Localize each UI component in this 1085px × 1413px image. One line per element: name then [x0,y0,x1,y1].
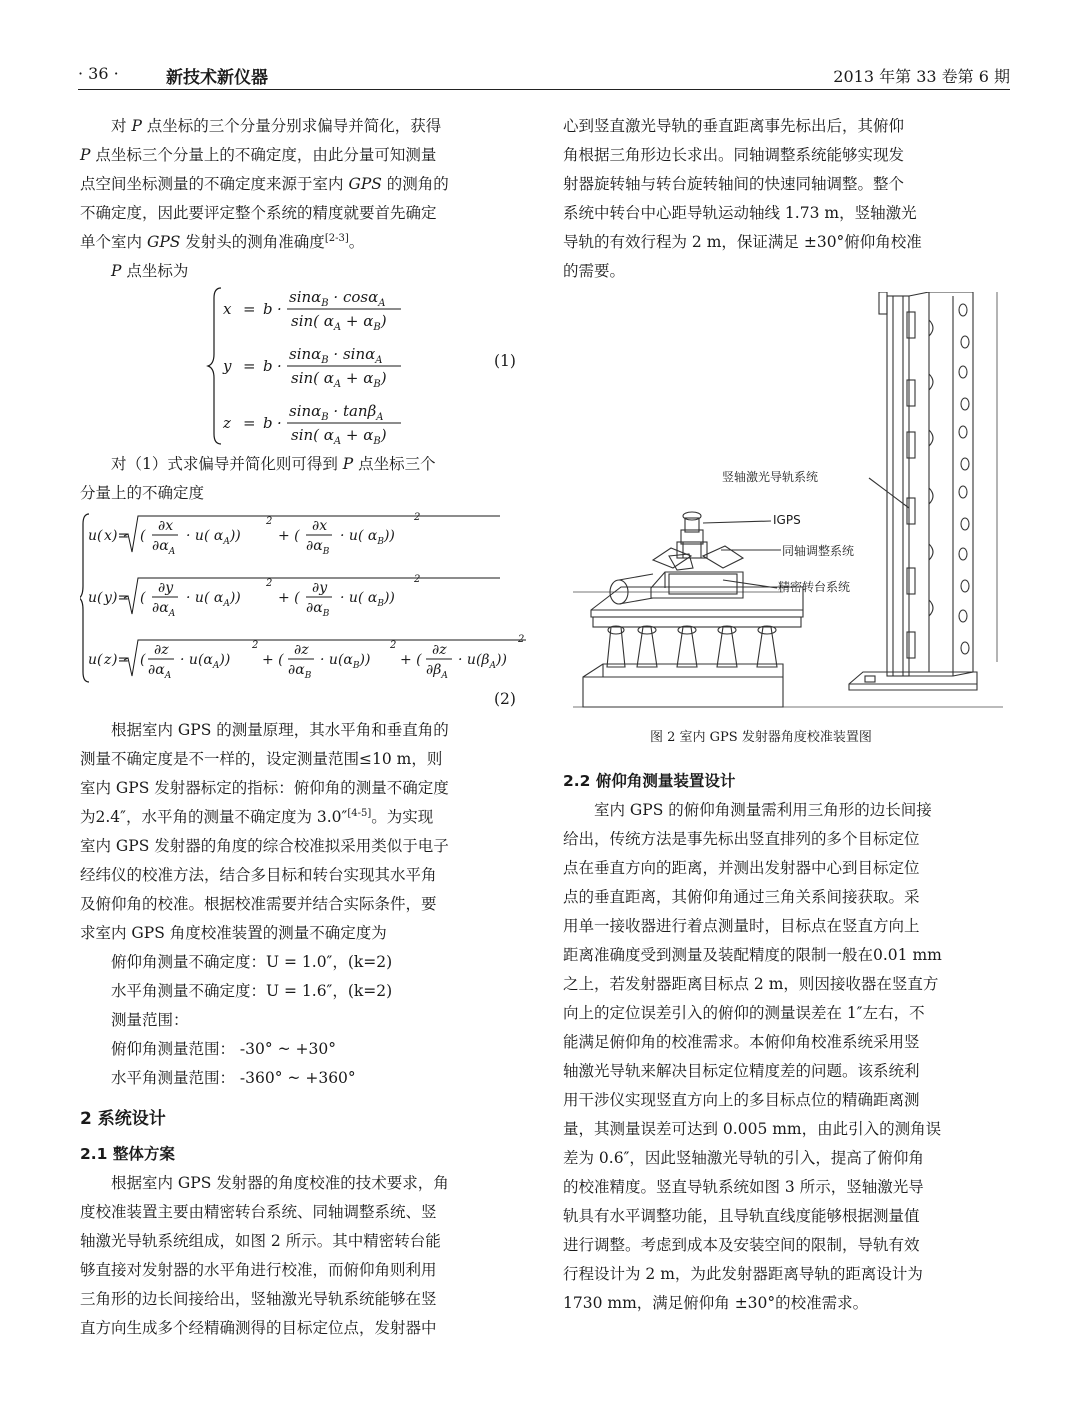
paragraph-line: 根据室内 GPS 的测量原理，其水平角和垂直角的 [111,721,449,739]
left-column-top [80,112,526,286]
paragraph-line: 轨具有水平调整功能，且导轨直线度能够根据测量值 [563,1207,920,1225]
paragraph-line: 距离准确度受到测量及装配精度的限制一般在0.01 mm [563,946,942,964]
paragraph-line: 单个室内 GPS 发射头的测角准确度[2-3]。 [80,232,365,251]
svg-text:)=: )= [112,528,130,544]
svg-text:·: · [277,414,282,432]
paragraph-line: P 点坐标三个分量上的不确定度，由此分量可知测量 [80,146,437,164]
paragraph-line: 射器旋转轴与转台旋转轴间的快速同轴调整。整个 [563,175,905,193]
journal-title: 新技术新仪器 [166,68,268,88]
paragraph-line: 室内 GPS 发射器的角度的综合校准拟采用类似于电子 [80,837,449,855]
svg-text:∂αA: $\partial\alpha_A$ [148,662,172,681]
svg-text:)=: )= [112,652,130,668]
equation-1 [205,282,425,450]
svg-text:∂βA: $\partial\beta_A$ [426,662,448,681]
svg-text:sin( αA + αB): sin( $\alpha_A + \alpha_B$) [291,312,387,333]
figure-label-turntable-system: 精密转台系统 [778,580,851,594]
svg-text:∂x: ∂x [312,518,328,534]
spec-line: 水平角测量范围： -360° ~ +360° [111,1069,356,1087]
svg-text:· u(βA)): · $u(\beta_A)$) [458,652,507,671]
svg-text:b: b [263,357,273,375]
svg-text:(: ( [140,528,146,544]
paragraph-line: 的需要。 [563,262,626,280]
paragraph-line: 测量不确定度是不一样的，设定测量范围≤10 m，则 [80,750,443,768]
figure-caption: 图 2 室内 GPS 发射器角度校准装置图 [650,730,872,745]
svg-text:∂αA: $\partial\alpha_A$ [152,600,176,619]
spec-line: 俯仰角测量不确定度：U = 1.0″，(k=2) [111,953,393,971]
svg-text:=: = [243,357,256,375]
equation-1-number: (1) [494,352,516,370]
svg-text:∂αA: $\partial\alpha_A$ [152,538,176,557]
figure-2-drawing [573,292,1005,712]
svg-text:sin( αA + αB): sin( $\alpha_A + \alpha_B$) [291,369,387,390]
spec-line: 俯仰角测量范围： -30° ~ +30° [111,1040,336,1058]
svg-text:∂αB: $\partial\alpha_B$ [306,538,330,557]
svg-text:(: ( [97,528,103,544]
svg-text:2: 2 [266,578,273,589]
section-heading: 2 系统设计 [80,1109,166,1129]
paragraph-line: 对（1）式求偏导并简化则可得到 P 点坐标三个 [111,455,436,473]
paragraph-line: 度校准装置主要由精密转台系统、同轴调整系统、竖 [80,1203,437,1221]
svg-text:+ (: + ( [400,652,422,668]
subsection-heading: 2.1 整体方案 [80,1145,175,1163]
svg-text:u: u [88,590,98,606]
paragraph-line: 系统中转台中心距导轨运动轴线 1.73 m，竖轴激光 [563,204,917,222]
svg-text:∂αB: $\partial\alpha_B$ [306,600,330,619]
paragraph-line: P 点坐标为 [111,262,189,280]
paragraph-line: 三角形的边长间接给出，竖轴激光导轨系统能够在竖 [80,1290,437,1308]
svg-text:2: 2 [266,516,273,527]
svg-text:(: ( [140,652,146,668]
header-rule [78,89,1010,90]
paragraph-line: 经纬仪的校准方法，结合多目标和转台实现其水平角 [80,866,437,884]
svg-text:2: 2 [414,512,421,523]
paragraph-line: 用单一接收器进行着点测量时，目标点在竖直方向上 [563,917,920,935]
svg-text:· u( αB)): · u( $\alpha_B$)) [340,528,395,547]
svg-text:∂z: ∂z [154,642,169,658]
svg-text:+ (: + ( [262,652,284,668]
paragraph-line: 差为 0.6″，因此竖轴激光导轨的引入，提高了俯仰角 [563,1149,924,1167]
svg-text:(: ( [97,652,103,668]
svg-text:sinαB · tanβA: sinα$_B$ · tanβ$_A$ [289,402,384,423]
paragraph-line: 给出，传统方法是事先标出竖直排列的多个目标定位 [563,830,920,848]
paragraph-line: 为2.4″，水平角的测量不确定度为 3.0″[4-5]。为实现 [80,807,434,826]
svg-text:·: · [277,300,282,318]
paragraph-line: 室内 GPS 发射器标定的指标：俯仰角的测量不确定度 [80,779,449,797]
svg-text:· u( αB)): · u( $\alpha_B$)) [340,590,395,609]
paragraph-line: 心到竖直激光导轨的垂直距离事先标出后，其俯仰 [563,117,905,135]
svg-text:b: b [263,414,273,432]
svg-text:2: 2 [252,640,259,651]
svg-text:sinαB · sinαA: sinα$_B$ · sinα$_A$ [289,345,383,366]
paragraph: 对 P 点坐标的三个分量分别求偏导并简化，获得 [111,117,442,135]
svg-text:· u(αB)): · $u(\alpha_B)$) [320,652,371,671]
spec-line: 测量范围： [111,1011,189,1029]
paragraph-line: 点空间坐标测量的不确定度来源于室内 GPS 的测角的 [80,175,449,193]
paragraph-line: 之上，若发射器距离目标点 2 m，则因接收器在竖直方 [563,975,939,993]
paragraph-line: 分量上的不确定度 [80,484,205,502]
svg-text:u: u [88,528,98,544]
page-header [78,62,1010,92]
paragraph-line: 不确定度，因此要评定整个系统的精度就要首先确定 [80,204,437,222]
paragraph-line: 量，其测量误差可达到 0.005 mm，由此引入的测角误 [563,1120,942,1138]
paragraph-line: 够直接对发射器的水平角进行校准，而俯仰角则利用 [80,1261,437,1279]
svg-text:=: = [243,414,256,432]
svg-text:+ (: + ( [278,590,300,606]
equation-2-number: (2) [494,690,516,708]
svg-text:∂y: ∂y [158,580,174,596]
paragraph-line: 点在垂直方向的距离，并测出发射器中心到目标定位 [563,859,920,877]
svg-text:+ (: + ( [278,528,300,544]
svg-text:(: ( [97,590,103,606]
paragraph-line: 及俯仰角的校准。根据校准需要并结合实际条件，要 [80,895,437,913]
svg-text:)=: )= [112,590,130,606]
svg-text:∂z: ∂z [294,642,309,658]
svg-text:y: y [223,357,232,375]
paragraph-line: 根据室内 GPS 发射器的角度校准的技术要求，角 [111,1174,449,1192]
paragraph-line: 角根据三角形边长求出。同轴调整系统能够实现发 [563,146,905,164]
svg-text:sin( αA + αB): sin( $\alpha_A + \alpha_B$) [291,426,387,447]
paragraph-line: 行程设计为 2 m，为此发射器距离导轨的距离设计为 [563,1265,923,1283]
figure-label-coaxial-system: 同轴调整系统 [782,544,855,558]
paragraph-line: 轴激光导轨来解决目标定位精度差的问题。该系统利 [563,1062,920,1080]
svg-text:∂y: ∂y [312,580,328,596]
svg-text:z: z [223,414,231,432]
svg-text:2: 2 [414,574,421,585]
issue-info: 2013 年第 33 卷第 6 期 [833,67,1010,86]
left-column-mid [80,450,526,508]
figure-label-igps: IGPS [773,513,801,527]
right-column-bottom [563,767,1009,1318]
svg-text:∂z: ∂z [432,642,447,658]
svg-text:(: ( [140,590,146,606]
figure-label-rail-system: 竖轴激光导轨系统 [722,470,819,484]
svg-text:x: x [223,300,232,318]
svg-text:y: y [104,590,112,606]
left-column-bottom [80,716,526,1343]
paragraph-line: 向上的定位误差引入的俯仰的测量误差在 1″左右，不 [563,1004,925,1022]
svg-text:b: b [263,300,273,318]
svg-text:sinαB · cosαA: sinα$_B$ · cosα$_A$ [289,288,386,309]
equation-2 [80,508,532,688]
paragraph-line: 直方向生成多个经精确测得的目标定位点，发射器中 [80,1319,437,1337]
svg-text:∂αB: $\partial\alpha_B$ [288,662,312,681]
paragraph-line: 点的垂直距离，其俯仰角通过三角关系间接获取。采 [563,888,920,906]
svg-text:· u( αA)): · u( $\alpha_A$)) [186,528,241,547]
spec-line: 水平角测量不确定度：U = 1.6″，(k=2) [111,982,393,1000]
svg-text:x: x [104,528,112,544]
svg-text:·: · [277,357,282,375]
citation: [4-5] [347,807,372,819]
right-column-top [563,112,1009,286]
svg-text:· u(αA)): · $u(\alpha_A)$) [180,652,231,671]
svg-text:z: z [104,652,112,668]
paragraph-line: 能满足俯仰角的校准需求。本俯仰角校准系统采用竖 [563,1033,920,1051]
paragraph-line: 用干涉仪实现竖直方向上的多目标点位的精确距离测 [563,1091,920,1109]
svg-text:2: 2 [518,634,525,645]
paragraph-line: 求室内 GPS 角度校准装置的测量不确定度为 [80,924,387,942]
svg-text:u: u [88,652,98,668]
citation: [2-3] [324,232,349,244]
svg-text:2: 2 [390,640,397,651]
paragraph-line: 导轨的有效行程为 2 m，保证满足 ±30°俯仰角校准 [563,233,922,251]
svg-text:=: = [243,300,256,318]
paragraph-line: 1730 mm，满足俯仰角 ±30°的校准需求。 [563,1294,869,1312]
page-number: · 36 · [78,64,119,83]
subsection-heading: 2.2 俯仰角测量装置设计 [563,772,736,790]
paragraph-line: 的校准精度。竖直导轨系统如图 3 所示，竖轴激光导 [563,1178,924,1196]
paragraph-line: 轴激光导轨系统组成，如图 2 所示。其中精密转台能 [80,1232,441,1250]
paragraph-line: 室内 GPS 的俯仰角测量需利用三角形的边长间接 [594,801,932,819]
paragraph-line: 进行调整。考虑到成本及安装空间的限制，导轨有效 [563,1236,920,1254]
svg-text:· u( αA)): · u( $\alpha_A$)) [186,590,241,609]
svg-text:∂x: ∂x [158,518,174,534]
